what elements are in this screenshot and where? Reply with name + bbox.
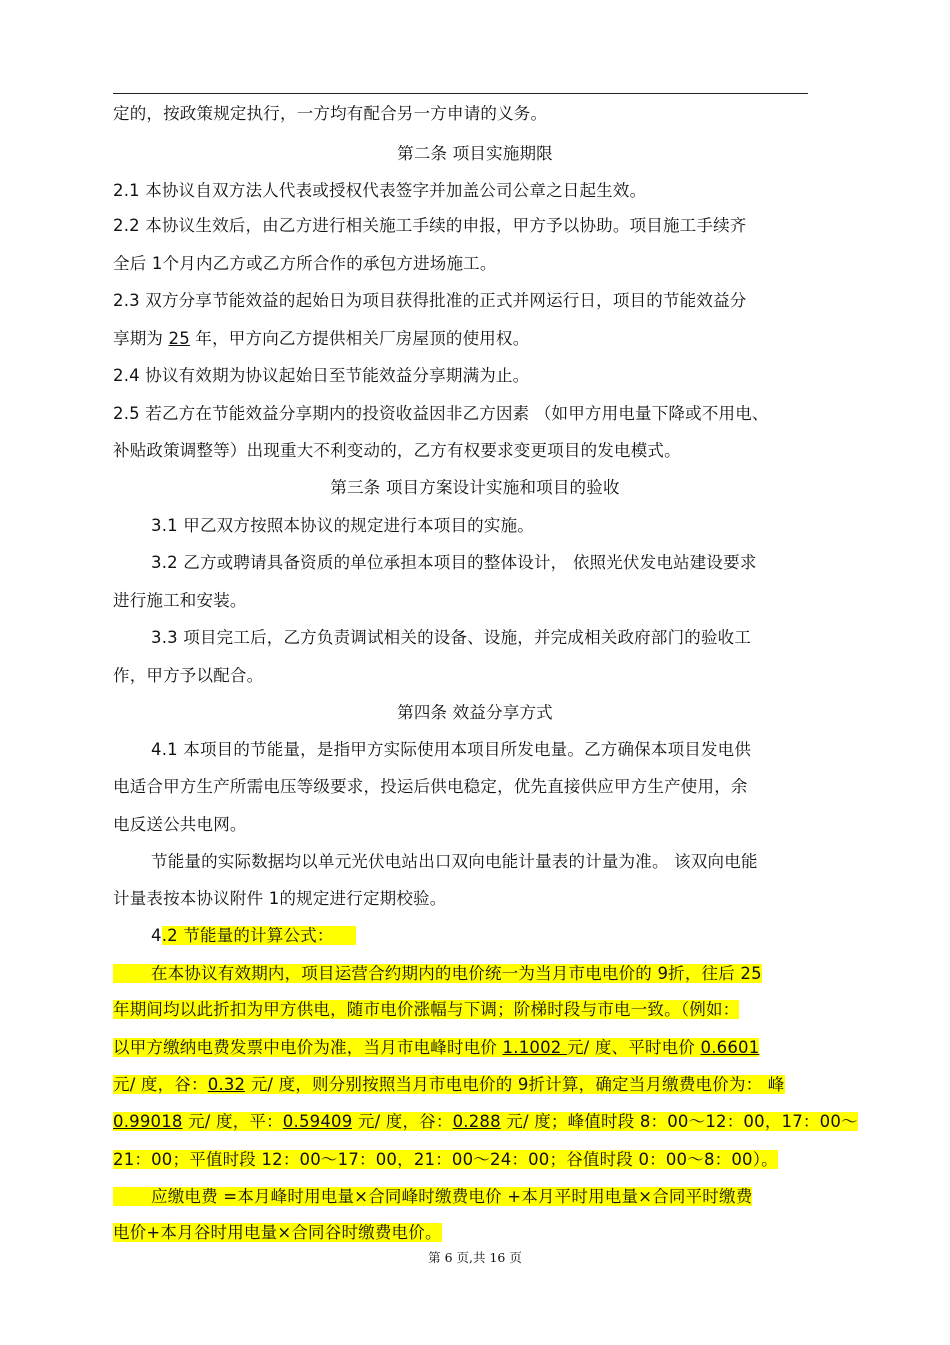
peak-rate-value: 0.99018 [113,1112,183,1131]
highlighted-text: 元/ 度，谷： [352,1112,453,1131]
highlighted-text: 以甲方缴纳电费发票中电价为准，当月市电峰时电价 [113,1038,503,1057]
clause-4-2-heading [151,925,356,947]
valley-rate-value: 0.288 [452,1112,501,1131]
flat-rate-value: 0.59409 [282,1112,353,1131]
paragraph-line: 计量表按本协议附件 1的规定进行定期校验。 [113,889,447,908]
highlighted-paragraph-line [113,1074,785,1096]
highlighted-paragraph-line [113,1037,759,1059]
highlighted-paragraph-line [113,1111,858,1133]
highlighted-text: 元/ 度，平： [182,1112,283,1131]
highlighted-text: 元/ 度，谷： [113,1075,208,1094]
clause-2-3: 2.3 双方分享节能效益的起始日为项目获得批准的正式并网运行日，项目的节能效益分 [113,291,747,310]
highlighted-paragraph-line [113,1186,752,1208]
highlighted-text: 电价+本月谷时用电量×合同谷时缴费电价。 [113,1223,442,1242]
paragraph-line: 电反送公共电网。 [113,815,247,834]
clause-3-1: 3.1 甲乙双方按照本协议的规定进行本项目的实施。 [151,516,534,535]
term-years-value: 25 [168,329,190,348]
highlighted-text: 在本协议有效期内，项目运营合约期内的电价统一为当月市电电价的 9折，往后 25 [113,964,762,983]
clause-2-1: 2.1 本协议自双方法人代表或授权代表签字并加盖公司公章之日起生效。 [113,181,647,200]
clause-2-2: 2.2 本协议生效后，由乙方进行相关施工手续的申报，甲方予以协助。项目施工手续齐 [113,216,747,235]
paragraph-line: 电适合甲方生产所需电压等级要求，投运后供电稳定，优先直接供应甲方生产使用，余 [113,777,748,796]
valley-price-value: 0.32 [207,1075,246,1094]
highlighted-text: 21：00；平值时段 12：00～17：00，21：00～24：00；谷值时段 0：00～8：00）。 [113,1150,778,1169]
highlighted-paragraph-line [113,963,762,985]
flat-price-value: 0.6601 [700,1038,760,1057]
highlighted-text: 元/ 度，则分别按照当月市电电价的 9折计算，确定当月缴费电价为： 峰 [245,1075,785,1094]
paragraph-line: 作，甲方予以配合。 [113,666,264,685]
highlighted-text: 元/ 度、平时电价 [566,1038,701,1057]
highlighted-paragraph-line [113,1222,442,1244]
text-span: 享期为 [113,329,169,348]
highlighted-text: 应缴电费 =本月峰时用电量×合同峰时缴费电价 +本月平时用电量×合同平时缴费 [113,1187,752,1206]
highlighted-paragraph-line [113,999,739,1021]
text-span: 4 [151,926,162,945]
header-rule [113,93,808,94]
paragraph-line: 节能量的实际数据均以单元光伏电站出口双向电能计量表的计量为准。 该双向电能 [151,852,758,871]
highlighted-text: 年期间均以此折扣为甲方供电，随市电价涨幅与下调；阶梯时段与市电一致。（例如： [113,1000,740,1019]
highlighted-paragraph-line [113,1149,778,1171]
section-heading-4: 第四条 效益分享方式 [397,703,553,722]
page-number: 第 6 页,共 16 页 [428,1250,522,1265]
section-heading-3: 第三条 项目方案设计实施和项目的验收 [330,478,620,497]
paragraph-line [113,328,529,350]
paragraph-line: 补贴政策调整等）出现重大不利变动的，乙方有权要求变更项目的发电模式。 [113,441,681,460]
text-span: 年，甲方向乙方提供相关厂房屋顶的使用权。 [189,329,530,348]
clause-4-1: 4.1 本项目的节能量，是指甲方实际使用本项目所发电量。乙方确保本项目发电供 [151,740,752,759]
clause-2-4: 2.4 协议有效期为协议起始日至节能效益分享期满为止。 [113,366,530,385]
peak-price-value: 1.1002 [502,1038,567,1057]
highlighted-text: .2 节能量的计算公式： [162,926,356,945]
paragraph-line: 全后 1个月内乙方或乙方所合作的承包方进场施工。 [113,254,497,273]
clause-2-5: 2.5 若乙方在节能效益分享期内的投资收益因非乙方因素 （如甲方用电量下降或不用电、 [113,404,769,423]
paragraph-line: 定的，按政策规定执行，一方均有配合另一方申请的义务。 [113,104,548,123]
clause-3-2: 3.2 乙方或聘请具备资质的单位承担本项目的整体设计， 依照光伏发电站建设要求 [151,553,757,572]
highlighted-text: 元/ 度；峰值时段 8：00～12：00，17：00～ [500,1112,858,1131]
section-heading-2: 第二条 项目实施期限 [397,144,553,163]
clause-3-3: 3.3 项目完工后，乙方负责调试相关的设备、设施，并完成相关政府部门的验收工 [151,628,752,647]
paragraph-line: 进行施工和安装。 [113,591,247,610]
